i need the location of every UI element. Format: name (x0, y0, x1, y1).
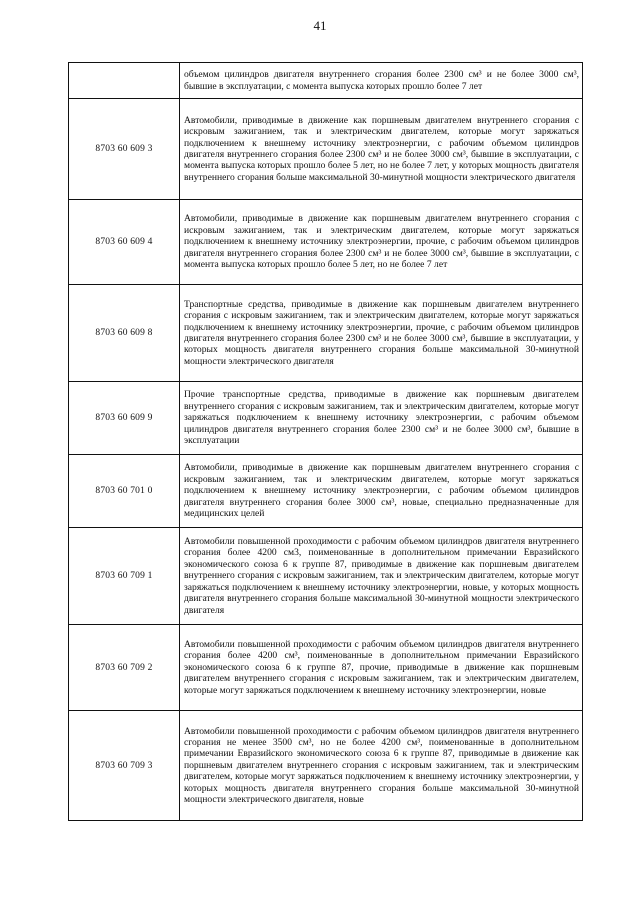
tariff-code-table (68, 62, 583, 821)
table-row (69, 99, 583, 200)
tariff-description: Автомобили повышенной проходимости с рабочим объемом цилиндров двигателя внутреннего сгорания более 4200 см3, поименованные в дополнительном примечании Евразийского экономического союза 6 к группе 87, приводимые в движение как поршневым двигателем внутреннего сгорания с искровым зажиганием, так и электрическим двигателем, которые могут заряжаться подключением к внешнему источнику электроэнергии, новые, у которых мощность двигателя внутреннего сгорания больше максимальной 30-минутной мощности электрического двигателя (180, 528, 583, 625)
tariff-description: Автомобили, приводимые в движение как поршневым двигателем внутреннего сгорания с искровым зажиганием, так и электрическим двигателем, которые могут заряжаться подключением к внешнему источнику электроэнергии, с рабочим объемом цилиндров двигателя внутреннего сгорания более 3000 см³, новые, специально предназначенные для медицинских целей (180, 455, 583, 528)
tariff-code (69, 63, 180, 99)
tariff-code: 8703 60 609 3 (69, 99, 180, 200)
tariff-code: 8703 60 609 9 (69, 382, 180, 455)
table-row (69, 711, 583, 821)
table-row (69, 528, 583, 625)
page-number: 41 (313, 18, 327, 33)
table-row (69, 455, 583, 528)
tariff-description: Прочие транспортные средства, приводимые в движение как поршневым двигателем внутреннего сгорания с искровым зажиганием, так и электрическим двигателем, которые могут заряжаться подключением к внешнему источнику электроэнергии, с рабочим объемом цилиндров двигателя внутреннего сгорания более 2300 см³ и не более 3000 см³, бывшие в эксплуатации (180, 382, 583, 455)
tariff-code: 8703 60 709 1 (69, 528, 180, 625)
table-row (69, 200, 583, 285)
table-row (69, 382, 583, 455)
tariff-description: Автомобили, приводимые в движение как поршневым двигателем внутреннего сгорания с искровым зажиганием, так и электрическим двигателем, которые могут заряжаться подключением к внешнему источнику электроэнергии, прочие, с рабочим объемом цилиндров двигателя внутреннего сгорания более 2300 см³ и не более 3000 см³, бывшие в эксплуатации, с момента выпуска которых прошло более 5 лет, но не более 7 лет (180, 200, 583, 285)
tariff-code: 8703 60 609 8 (69, 285, 180, 382)
tariff-description: Транспортные средства, приводимые в движение как поршневым двигателем внутреннего сгорания с искровым зажиганием, так и электрическим двигателем, которые могут заряжаться подключением к внешнему источнику электроэнергии, прочие, с рабочим объемом цилиндров двигателя внутреннего сгорания более 2300 см³ и не более 3000 см³, бывшие в эксплуатации, у которых мощность двигателя внутреннего сгорания больше максимальной 30-минутной мощности электрического двигателя (180, 285, 583, 382)
tariff-description: Автомобили повышенной проходимости с рабочим объемом цилиндров двигателя внутреннего сгорания не менее 3500 см³, но не более 4200 см³, поименованные в дополнительном примечании Евразийского экономического союза 6 к группе 87, приводимые в движение как поршневым двигателем внутреннего сгорания с искровым зажиганием, так и электрическим двигателем, которые могут заряжаться подключением к внешнему источнику электроэнергии, у которых мощность двигателя внутреннего сгорания больше максимальной 30-минутной мощности электрического двигателя, новые (180, 711, 583, 821)
tariff-description: объемом цилиндров двигателя внутреннего сгорания более 2300 см³ и не более 3000 см³, бывшие в эксплуатации, с момента выпуска которых прошло более 7 лет (180, 63, 583, 99)
table-row (69, 285, 583, 382)
tariff-code: 8703 60 709 3 (69, 711, 180, 821)
tariff-code: 8703 60 709 2 (69, 625, 180, 711)
tariff-code: 8703 60 609 4 (69, 200, 180, 285)
tariff-description: Автомобили повышенной проходимости с рабочим объемом цилиндров двигателя внутреннего сгорания более 4200 см³, поименованные в дополнительном примечании Евразийского экономического союза 6 к группе 87, прочие, приводимые в движение как поршневым двигателем внутреннего сгорания с искровым зажиганием, так и электрическим двигателем, которые могут заряжаться подключением к внешнему источнику электроэнергии, новые (180, 625, 583, 711)
tariff-description: Автомобили, приводимые в движение как поршневым двигателем внутреннего сгорания с искровым зажиганием, так и электрическим двигателем, которые могут заряжаться подключением к внешнему источнику электроэнергии, с рабочим объемом цилиндров двигателя внутреннего сгорания более 2300 см³ и не более 3000 см³, бывшие в эксплуатации, с момента выпуска которых прошло более 5 лет, но не более 7 лет, у которых мощность двигателя внутреннего сгорания больше максимальной 30-минутной мощности электрического двигателя (180, 99, 583, 200)
table-row (69, 63, 583, 99)
tariff-code: 8703 60 701 0 (69, 455, 180, 528)
table-row (69, 625, 583, 711)
